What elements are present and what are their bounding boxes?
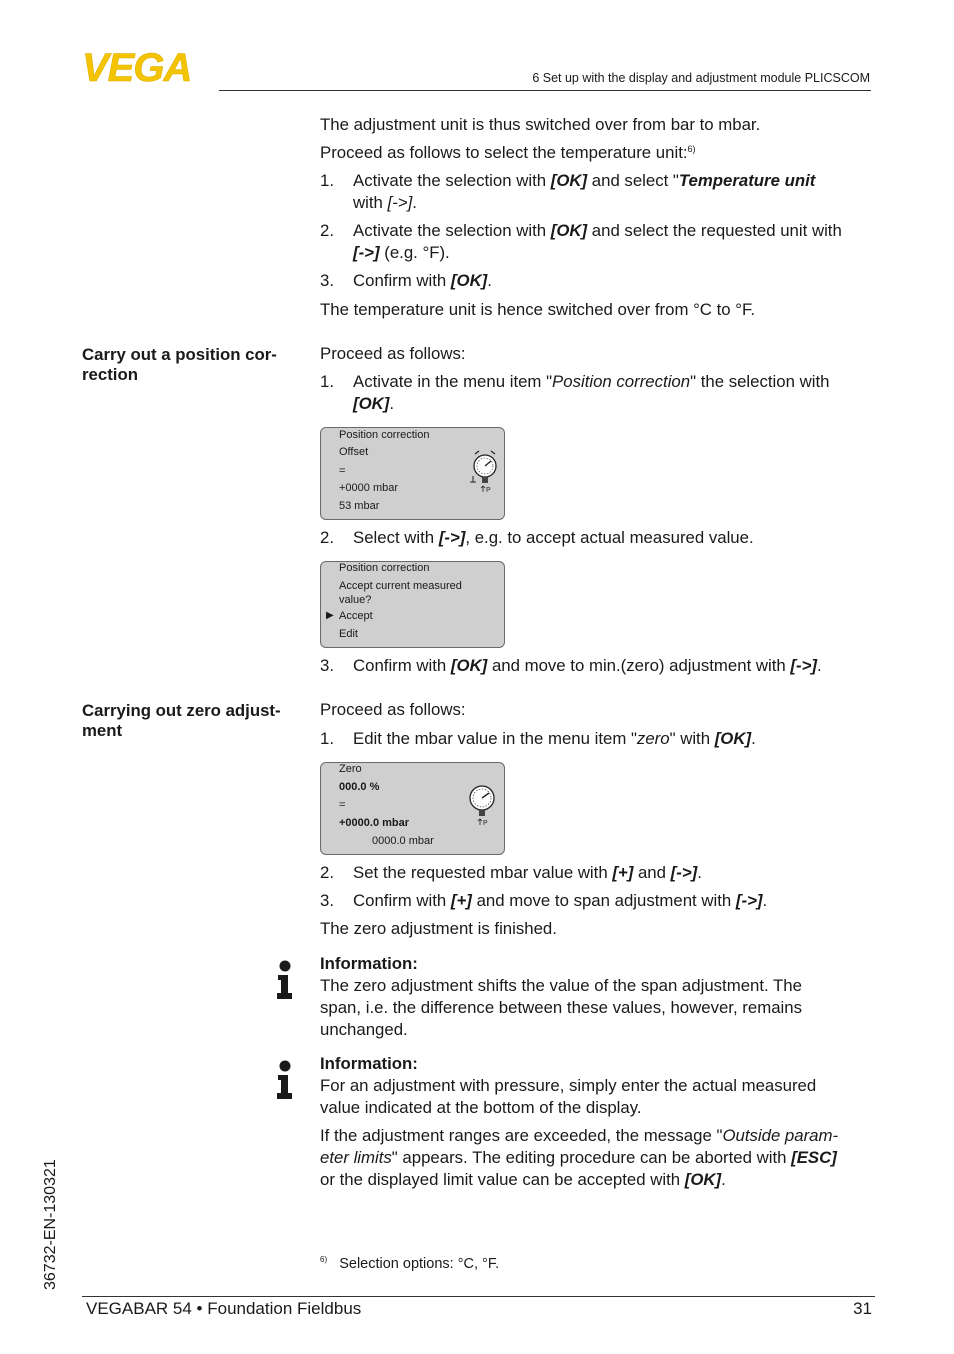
selection-arrow-icon: ▶ bbox=[326, 610, 334, 621]
side-heading-position-correction: Carry out a position cor- rection bbox=[82, 345, 277, 384]
footer-divider bbox=[82, 1296, 875, 1297]
paragraph-proceed: Proceed as follows: bbox=[320, 700, 466, 719]
svg-text:P: P bbox=[486, 487, 491, 494]
display-screen-accept: Position correction Accept current measured value? ▶ Accept Edit bbox=[320, 561, 505, 648]
page-number: 31 bbox=[853, 1299, 872, 1318]
footnote-ref: 6) bbox=[687, 144, 696, 154]
header-divider bbox=[219, 90, 871, 91]
footnote: $^{6)}$ Selection options: °C, °F. bbox=[320, 1255, 500, 1272]
display-screen-offset: Position correction Offset = +0000 mbar 53 mbar P bbox=[320, 427, 505, 520]
paragraph-zero-finished: The zero adjustment is finished. bbox=[320, 919, 557, 938]
info-heading: Information: bbox=[320, 1054, 418, 1073]
logo-text: VEGA bbox=[82, 50, 192, 84]
footer-product: VEGABAR 54 • Foundation Fieldbus bbox=[86, 1299, 362, 1318]
info-block: Information: For an adjustment with pressure, simply enter the actual measured value indicated at the bottom of the display. bbox=[320, 1053, 880, 1119]
side-heading-zero-adjustment: Carrying out zero adjust- ment bbox=[82, 701, 281, 740]
info-heading: Information: bbox=[320, 954, 418, 973]
chapter-title: 6 Set up with the display and adjustment module PLICSCOM bbox=[532, 71, 870, 85]
paragraph-proceed: Proceed as follows: bbox=[320, 344, 466, 363]
information-icon bbox=[274, 1060, 296, 1100]
svg-text:P: P bbox=[483, 820, 488, 827]
information-icon bbox=[274, 960, 296, 1000]
pressure-gauge-icon bbox=[467, 448, 499, 494]
paragraph-temperature-switched: The temperature unit is hence switched over from °C to °F. bbox=[320, 300, 756, 319]
paragraph-parameter-limits: If the adjustment ranges are exceeded, the message "Outside param- eter limits" appears. The editing procedure can be aborted with [ESC] or the displayed limit value can be accepted with [OK]. bbox=[320, 1126, 839, 1189]
paragraph-unit-switched: The adjustment unit is thus switched over from bar to mbar. bbox=[320, 115, 761, 134]
paragraph-temperature-intro: Proceed as follows to select the temperature unit:$^{6)}$ bbox=[320, 143, 696, 162]
document-id: 36732-EN-130321 bbox=[42, 1159, 59, 1290]
pressure-gauge-icon bbox=[465, 781, 497, 827]
info-block: Information: The zero adjustment shifts the value of the span adjustment. The span, i.e. the difference between these values, however, remains unchanged. bbox=[320, 953, 880, 1041]
display-screen-zero: Zero 000.0 % = +0000.0 mbar 0000.0 mbar P bbox=[320, 762, 505, 855]
vega-logo bbox=[82, 50, 212, 84]
